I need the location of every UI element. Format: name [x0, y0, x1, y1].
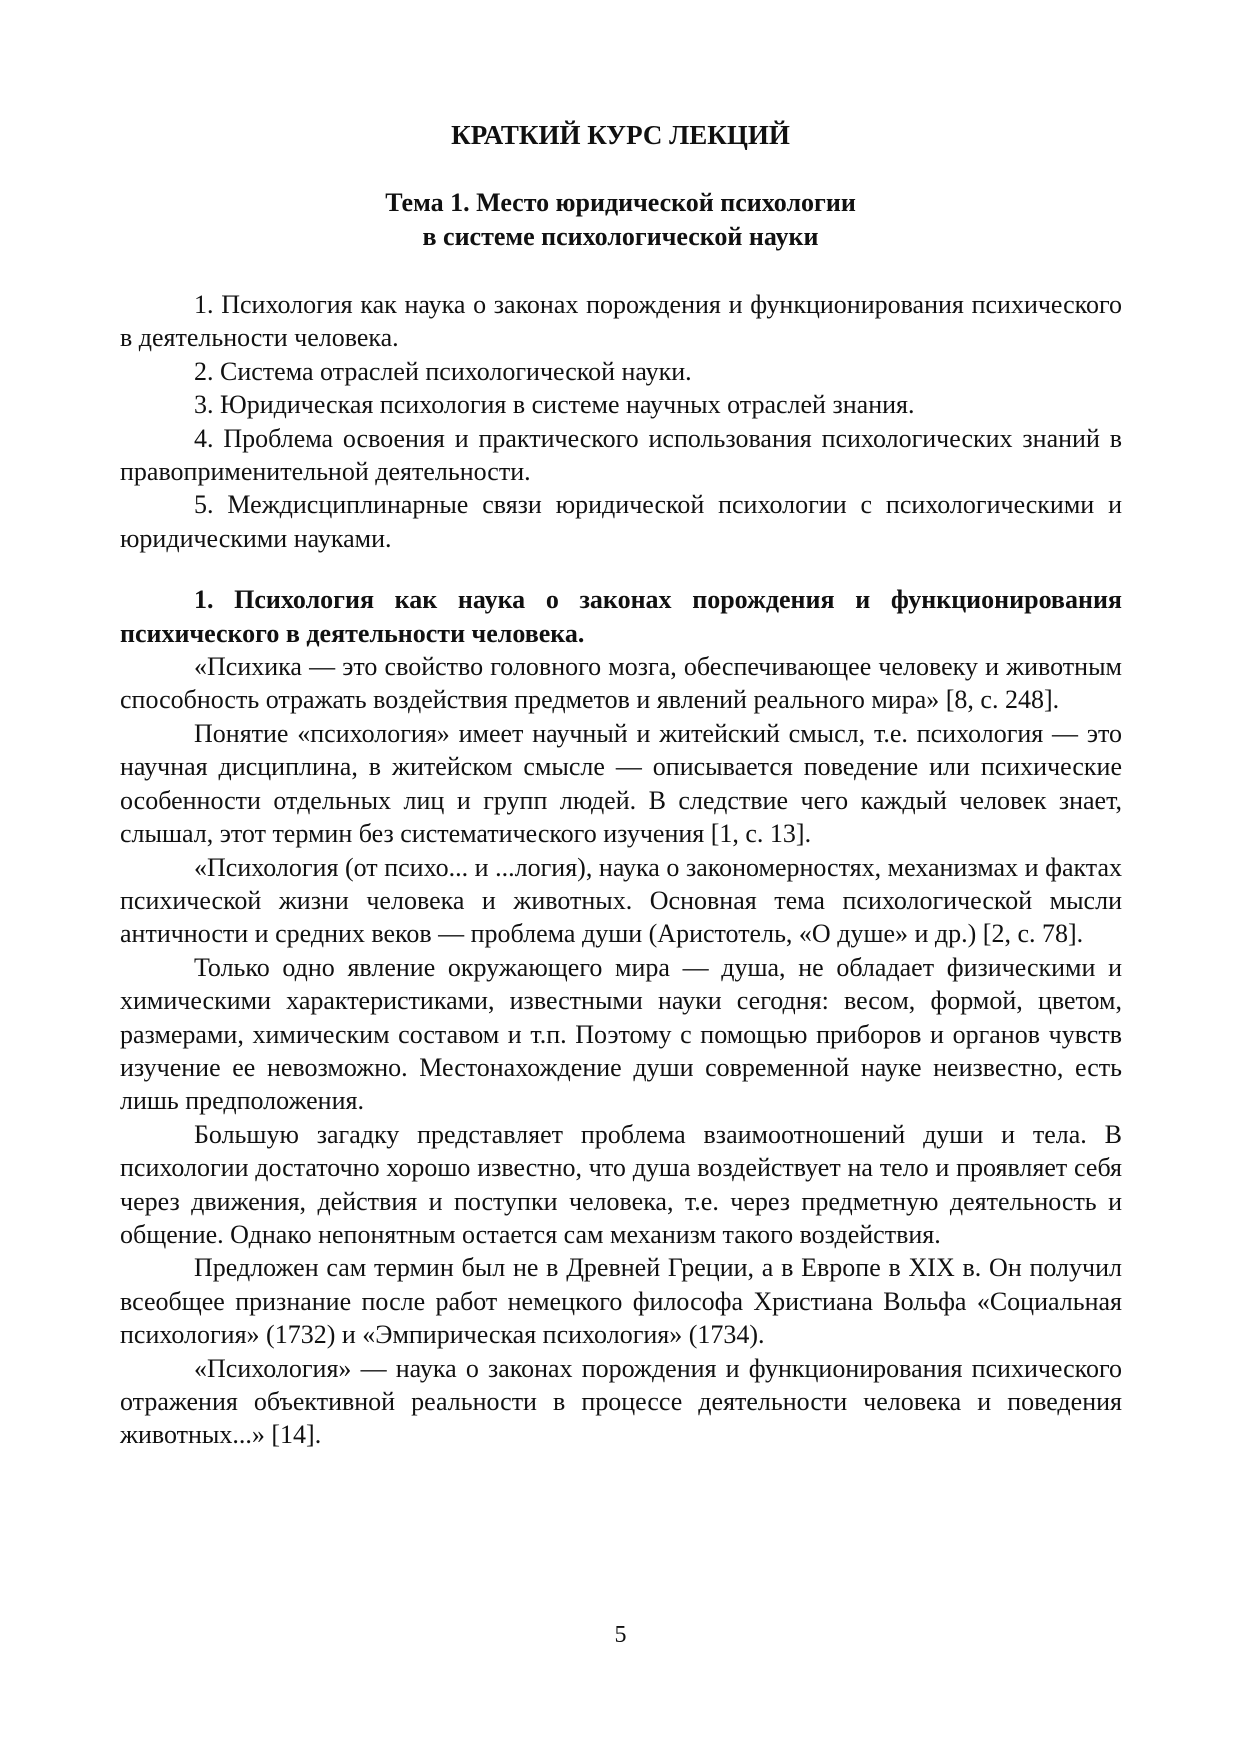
paragraph: Предложен сам термин был не в Древней Греции, а в Европе в XIX в. Он получил всеобщее признание после работ немецкого философа Христиана Вольфа «Социальная психология» (1732) и «Эмпирическая психология» (1734). [120, 1253, 1122, 1350]
outline-item: 1. Психология как наука о законах порождения и функционирования психического в деятельности человека. [120, 290, 1122, 353]
paragraph: Понятие «психология» имеет научный и житейский смысл, т.е. психология — это научная дисциплина, в житейском смысле — описывается поведение или психические особенности отдельных лиц и групп людей. В следствие чего каждый человек знает, слышал, этот термин без систематического изучения [1, с. 13]. [120, 718, 1122, 849]
main-title: КРАТКИЙ КУРС ЛЕКЦИЙ [451, 120, 790, 150]
outline-item: 5. Междисциплинарные связи юридической психологии с психологическими и юридическими науками. [120, 490, 1122, 553]
page-number: 5 [614, 1622, 627, 1648]
topic-title [0, 186, 1241, 254]
outline-item: 2. Система отраслей психологической науки. [194, 356, 692, 386]
paragraph: «Психология (от психо... и ...логия), наука о закономерностях, механизмах и фактах психической жизни человека и животных. Основная тема психологической мысли античности и средних веков — проблема души (Аристотель, «О душе» и др.) [2, с. 78]. [120, 852, 1122, 949]
paragraph: Большую загадку представляет проблема взаимоотношений души и тела. В психологии достаточно хорошо известно, что душа воздействует на тело и проявляет себя через движения, действия и поступки человека, т.е. через предметную деятельность и общение. Однако непонятным остается сам механизм такого воздействия. [120, 1119, 1122, 1249]
section-heading: 1. Психология как наука о законах порождения и функционирования психического в деятельности человека. [120, 585, 1122, 648]
paragraph: «Психика — это свойство головного мозга, обеспечивающее человеку и животным способность отражать воздействия предметов и явлений реального мира» [8, с. 248]. [120, 652, 1122, 715]
outline-item: 4. Проблема освоения и практического использования психологических знаний в правоприменительной деятельности. [120, 423, 1122, 487]
paragraph: Только одно явление окружающего мира — душа, не обладает физическими и химическими характеристиками, известными науки сегодня: весом, формой, цветом, размерами, химическим составом и т.п. Поэтому с помощью приборов и органов чувств изучение ее невозможно. Местонахождение души современной науке неизвестно, есть лишь предположения. [120, 952, 1122, 1116]
paragraph: «Психология» — наука о законах порождения и функционирования психического отражения объективной реальности в процессе деятельности человека и поведения животных...» [14]. [120, 1353, 1122, 1450]
topic-title-line-1: Тема 1. Место юридической психологии [385, 188, 856, 217]
document-body [120, 288, 1122, 1452]
topic-title-line-2: в системе психологической науки [422, 222, 819, 251]
outline-item: 3. Юридическая психология в системе научных отраслей знания. [194, 390, 915, 420]
